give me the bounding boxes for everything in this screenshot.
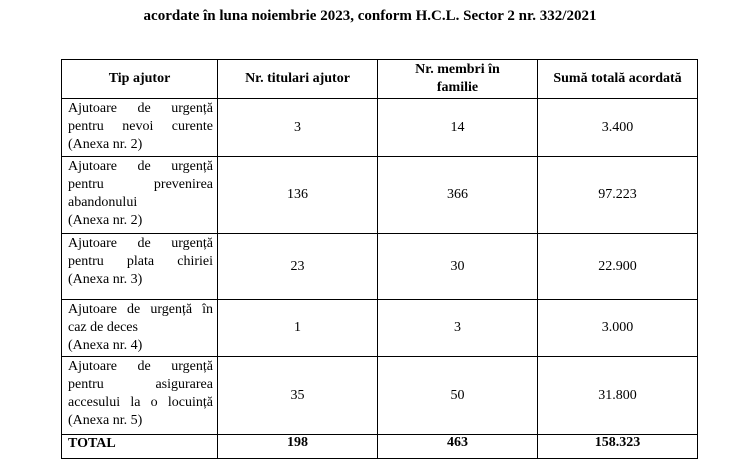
row-type-line: abandonului bbox=[68, 195, 138, 210]
table-row bbox=[62, 234, 698, 300]
row-holders-cell: 1 bbox=[218, 300, 378, 357]
row-holders-cell: 3 bbox=[218, 99, 378, 157]
row-holders-cell: 23 bbox=[218, 234, 378, 300]
row-type-cell bbox=[62, 99, 218, 157]
row-members-cell: 14 bbox=[378, 99, 538, 157]
row-type-line: pentru asigurarea bbox=[68, 377, 213, 392]
row-sum-cell: 97.223 bbox=[538, 157, 698, 234]
row-type-line: caz de deces bbox=[68, 320, 138, 335]
row-holders-cell: 136 bbox=[218, 157, 378, 234]
table-row bbox=[62, 300, 698, 357]
table-total-row bbox=[62, 435, 698, 459]
total-sum-cell: 158.323 bbox=[538, 435, 698, 459]
total-holders-cell: 198 bbox=[218, 435, 378, 459]
header-type: Tip ajutor bbox=[62, 60, 218, 99]
row-members-cell: 30 bbox=[378, 234, 538, 300]
row-type-line: Ajutoare de urgență în bbox=[68, 302, 213, 317]
row-type-cell bbox=[62, 234, 218, 300]
row-type-line: pentru plata chiriei bbox=[68, 254, 213, 269]
header-members-line2: familie bbox=[436, 80, 479, 95]
row-type-line: (Anexa nr. 3) bbox=[68, 272, 143, 287]
row-type-line: Ajutoare de urgență bbox=[68, 359, 213, 374]
row-sum-cell: 3.000 bbox=[538, 300, 698, 357]
row-holders-cell: 35 bbox=[218, 357, 378, 435]
row-type-line: (Anexa nr. 5) bbox=[68, 413, 143, 428]
table-row bbox=[62, 357, 698, 435]
total-members-cell: 463 bbox=[378, 435, 538, 459]
table-row bbox=[62, 157, 698, 234]
row-type-line: (Anexa nr. 2) bbox=[68, 137, 143, 152]
row-sum-cell: 22.900 bbox=[538, 234, 698, 300]
row-members-cell: 50 bbox=[378, 357, 538, 435]
row-sum-cell: 31.800 bbox=[538, 357, 698, 435]
row-type-line: accesului la o locuință bbox=[68, 395, 213, 410]
header-holders: Nr. titulari ajutor bbox=[218, 60, 378, 99]
header-members-line1: Nr. membri în bbox=[415, 62, 500, 77]
header-members bbox=[378, 60, 538, 99]
table-header-row bbox=[62, 60, 698, 99]
document-title: acordate în luna noiembrie 2023, conform H.C.L. Sector 2 nr. 332/2021 bbox=[143, 8, 597, 24]
row-members-cell: 366 bbox=[378, 157, 538, 234]
row-members-cell: 3 bbox=[378, 300, 538, 357]
aid-summary-table bbox=[61, 59, 698, 459]
row-sum-cell: 3.400 bbox=[538, 99, 698, 157]
header-total-sum: Sumă totală acordată bbox=[538, 60, 698, 99]
row-type-line: Ajutoare de urgență bbox=[68, 159, 213, 174]
row-type-line: Ajutoare de urgență bbox=[68, 101, 213, 116]
row-type-line: Ajutoare de urgență bbox=[68, 236, 213, 251]
row-type-line: (Anexa nr. 2) bbox=[68, 213, 143, 228]
table-row bbox=[62, 99, 698, 157]
row-type-cell bbox=[62, 300, 218, 357]
row-type-cell bbox=[62, 357, 218, 435]
row-type-line: (Anexa nr. 4) bbox=[68, 338, 143, 353]
row-type-line: pentru nevoi curente bbox=[68, 119, 213, 134]
row-type-cell bbox=[62, 157, 218, 234]
total-label-cell: TOTAL bbox=[62, 435, 218, 459]
row-type-line: pentru prevenirea bbox=[68, 177, 213, 192]
